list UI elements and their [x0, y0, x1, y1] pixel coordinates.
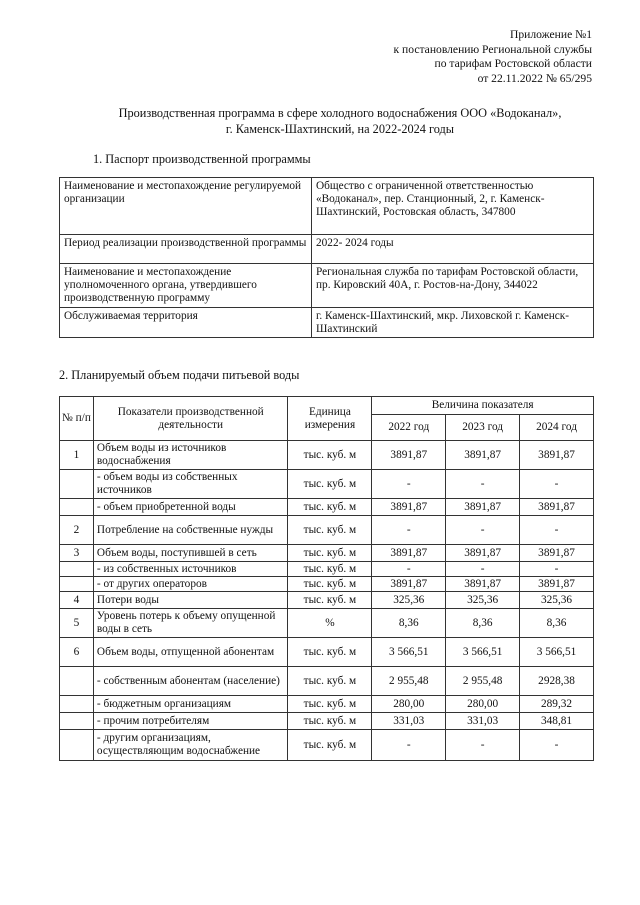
row-indicator: - собственным абонентам (население)	[93, 667, 288, 696]
value-2024: 3891,87	[520, 441, 594, 470]
table-row	[60, 178, 594, 235]
value-2024: 325,36	[520, 592, 594, 609]
row-unit: тыс. куб. м	[288, 713, 372, 730]
passport-label: Наименование и местопахождение регулируемой организации	[60, 178, 312, 235]
row-unit: тыс. куб. м	[288, 545, 372, 562]
row-unit: тыс. куб. м	[288, 577, 372, 592]
table-row	[60, 308, 594, 338]
appendix-line: от 22.11.2022 № 65/295	[477, 71, 592, 85]
row-unit: тыс. куб. м	[288, 730, 372, 761]
appendix-line: по тарифам Ростовской области	[434, 57, 592, 70]
row-num: 1	[60, 441, 94, 470]
row-num: 4	[60, 592, 94, 609]
row-indicator: Объем воды, отпущенной абонентам	[93, 638, 288, 667]
value-2023: 325,36	[446, 592, 520, 609]
value-2022: 8,36	[372, 609, 446, 638]
table-row	[60, 577, 594, 592]
section-heading-passport: 1. Паспорт производственной программы	[93, 152, 311, 166]
value-2024: 3891,87	[520, 499, 594, 516]
passport-label: Период реализации производственной программы	[60, 235, 312, 264]
value-2024: 289,32	[520, 696, 594, 713]
table-row	[60, 696, 594, 713]
value-2023: 8,36	[446, 609, 520, 638]
table-row	[60, 499, 594, 516]
passport-label: Наименование и местопахождение уполномоченного органа, утвердившего производственную программу	[60, 264, 312, 308]
table-row	[60, 545, 594, 562]
value-2022: 280,00	[372, 696, 446, 713]
passport-table	[59, 177, 594, 338]
row-indicator: - от других операторов	[93, 577, 288, 592]
row-indicator: - прочим потребителям	[93, 713, 288, 730]
row-indicator: - объем приобретенной воды	[93, 499, 288, 516]
value-2024: 348,81	[520, 713, 594, 730]
row-unit: тыс. куб. м	[288, 441, 372, 470]
value-2023: 280,00	[446, 696, 520, 713]
header-row	[60, 397, 594, 415]
row-indicator: Потери воды	[93, 592, 288, 609]
value-2023: -	[446, 562, 520, 577]
table-row	[60, 264, 594, 308]
appendix-header	[394, 28, 593, 86]
table-row	[60, 713, 594, 730]
row-num: 6	[60, 638, 94, 667]
row-indicator: Потребление на собственные нужды	[93, 516, 288, 545]
value-2022: -	[372, 516, 446, 545]
value-2022: 325,36	[372, 592, 446, 609]
row-num	[60, 696, 94, 713]
value-2022: 3891,87	[372, 545, 446, 562]
value-2023: -	[446, 730, 520, 761]
passport-label: Обслуживаемая территория	[60, 308, 312, 338]
row-indicator: - объем воды из собственных источников	[93, 470, 288, 499]
row-num	[60, 577, 94, 592]
value-2023: 2 955,48	[446, 667, 520, 696]
value-2024: 2928,38	[520, 667, 594, 696]
row-num	[60, 730, 94, 761]
value-2022: -	[372, 730, 446, 761]
row-unit: %	[288, 609, 372, 638]
table-row	[60, 235, 594, 264]
value-2024: 3891,87	[520, 545, 594, 562]
row-num	[60, 667, 94, 696]
value-2022: 3891,87	[372, 577, 446, 592]
table-row	[60, 516, 594, 545]
row-num	[60, 562, 94, 577]
row-unit: тыс. куб. м	[288, 638, 372, 667]
value-2022: 331,03	[372, 713, 446, 730]
row-indicator: - бюджетным организациям	[93, 696, 288, 713]
value-2022: -	[372, 562, 446, 577]
section-heading-volume: 2. Планируемый объем подачи питьевой воды	[59, 368, 300, 382]
table-row	[60, 609, 594, 638]
row-num	[60, 470, 94, 499]
value-2023: -	[446, 516, 520, 545]
row-unit: тыс. куб. м	[288, 516, 372, 545]
value-2024: -	[520, 470, 594, 499]
value-2024: 3 566,51	[520, 638, 594, 667]
value-2022: 2 955,48	[372, 667, 446, 696]
passport-value: Региональная служба по тарифам Ростовской области, пр. Кировский 40А, г. Ростов-на-Дону, 344022	[312, 264, 594, 308]
header-year-2023: 2023 год	[446, 415, 520, 441]
row-num: 5	[60, 609, 94, 638]
row-indicator: Объем воды из источников водоснабжения	[93, 441, 288, 470]
row-indicator: - другим организациям, осуществляющим водоснабжение	[93, 730, 288, 761]
row-indicator: Уровень потерь к объему опущенной воды в сеть	[93, 609, 288, 638]
value-2024: 3891,87	[520, 577, 594, 592]
row-num: 3	[60, 545, 94, 562]
volume-table	[59, 396, 594, 761]
value-2023: 3891,87	[446, 577, 520, 592]
value-2022: -	[372, 470, 446, 499]
table-row	[60, 592, 594, 609]
value-2023: 3 566,51	[446, 638, 520, 667]
row-unit: тыс. куб. м	[288, 696, 372, 713]
table-row	[60, 441, 594, 470]
row-indicator: - из собственных источников	[93, 562, 288, 577]
table-row	[60, 562, 594, 577]
header-year-2022: 2022 год	[372, 415, 446, 441]
header-indicator: Показатели производственной деятельности	[93, 397, 288, 441]
header-year-2024: 2024 год	[520, 415, 594, 441]
row-unit: тыс. куб. м	[288, 499, 372, 516]
row-indicator: Объем воды, поступившей в сеть	[93, 545, 288, 562]
table-row	[60, 638, 594, 667]
table-row	[60, 730, 594, 761]
value-2022: 3 566,51	[372, 638, 446, 667]
header-value-group: Величина показателя	[372, 397, 594, 415]
value-2023: 3891,87	[446, 545, 520, 562]
value-2024: 8,36	[520, 609, 594, 638]
title-line: Производственная программа в сфере холодного водоснабжения ООО «Водоканал»,	[118, 106, 562, 120]
appendix-line: к постановлению Региональной службы	[393, 42, 592, 56]
value-2023: 331,03	[446, 713, 520, 730]
passport-value: г. Каменск-Шахтинский, мкр. Лиховской г. Каменск-Шахтинский	[312, 308, 594, 338]
row-unit: тыс. куб. м	[288, 470, 372, 499]
passport-value: Общество с ограниченной ответственностью «Водоканал», пер. Станционный, 2, г. Каменск-Шахтинский, Ростовская область, 347800	[312, 178, 594, 235]
row-num	[60, 713, 94, 730]
row-unit: тыс. куб. м	[288, 667, 372, 696]
value-2022: 3891,87	[372, 499, 446, 516]
value-2023: -	[446, 470, 520, 499]
row-unit: тыс. куб. м	[288, 592, 372, 609]
table-row	[60, 470, 594, 499]
row-num	[60, 499, 94, 516]
value-2024: -	[520, 730, 594, 761]
value-2022: 3891,87	[372, 441, 446, 470]
value-2023: 3891,87	[446, 441, 520, 470]
table-row	[60, 667, 594, 696]
title-line: г. Каменск-Шахтинский, на 2022-2024 годы	[225, 121, 455, 136]
row-unit: тыс. куб. м	[288, 562, 372, 577]
document-title	[60, 106, 620, 137]
row-num: 2	[60, 516, 94, 545]
appendix-line: Приложение №1	[510, 28, 592, 41]
value-2023: 3891,87	[446, 499, 520, 516]
value-2024: -	[520, 562, 594, 577]
value-2024: -	[520, 516, 594, 545]
passport-value: 2022- 2024 годы	[312, 235, 594, 264]
header-unit: Единица измерения	[288, 397, 372, 441]
header-num: № п/п	[60, 397, 94, 441]
